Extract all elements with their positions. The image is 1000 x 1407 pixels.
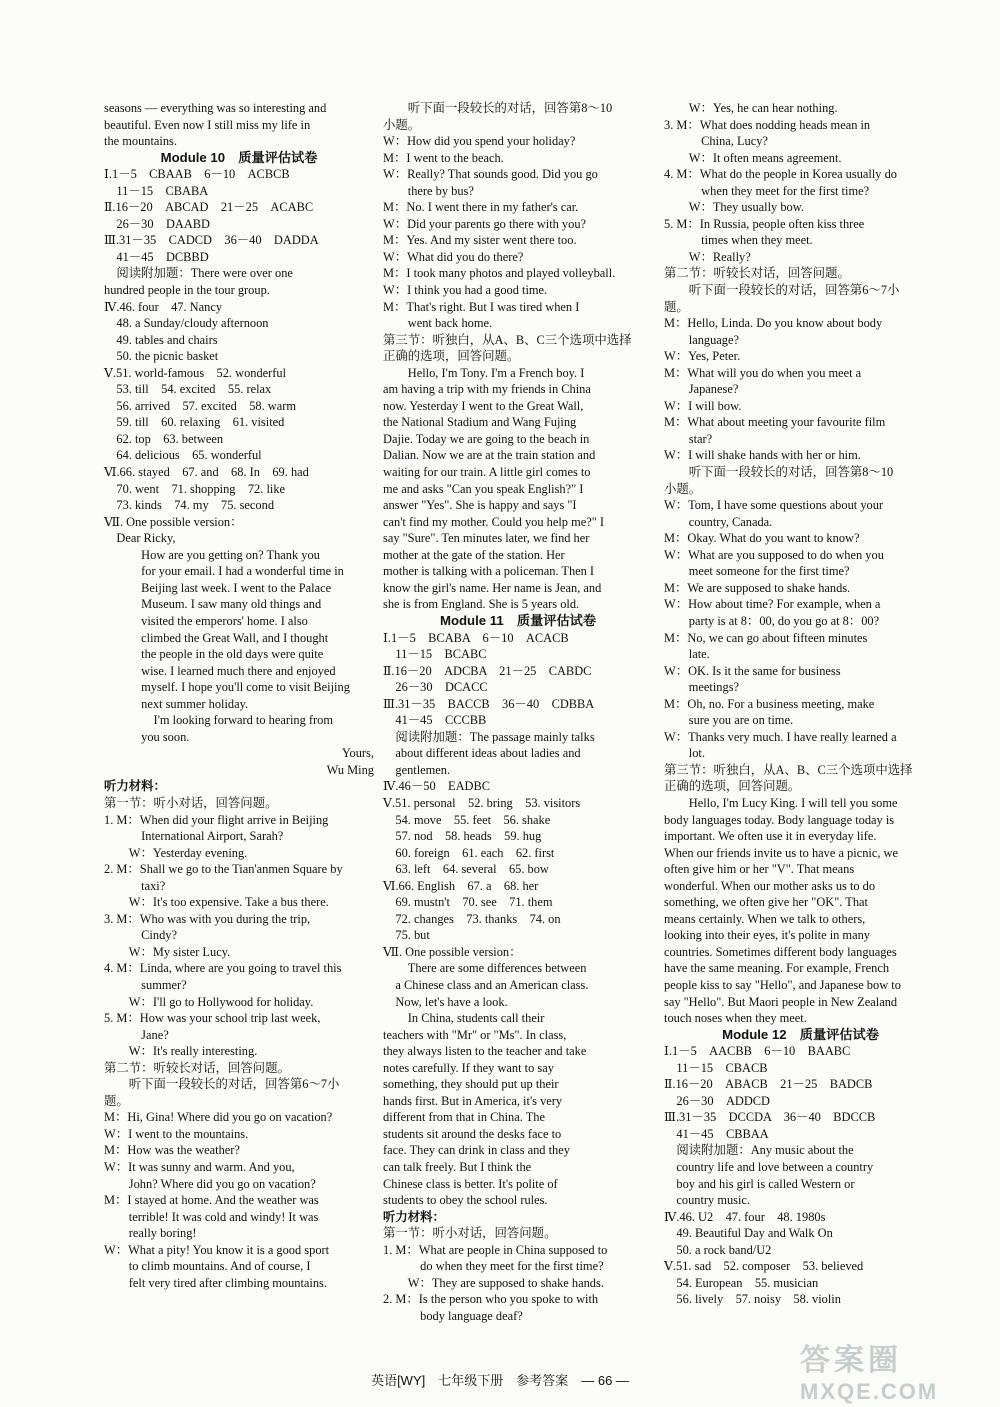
- text-line: W：I will bow.: [664, 398, 742, 413]
- watermark-title: 答案圈: [800, 1343, 902, 1378]
- text-line: 第三节：听独白，从A、B、C三个选项中选择: [664, 762, 913, 777]
- text-line: I'm looking forward to hearing from: [104, 713, 334, 728]
- text-line: W：I'll go to Hollywood for holiday.: [104, 994, 314, 1009]
- text-line: 49. tables and chairs: [104, 332, 218, 347]
- text-line: the people in the old days were quite: [104, 647, 324, 662]
- text-line: 11－15 CBABA: [104, 183, 209, 198]
- text-line: 63. left 64. several 65. bow: [383, 862, 549, 877]
- answer-column-middle: [383, 100, 653, 1324]
- text-line: wonderful. When our mother asks us to do: [664, 878, 876, 893]
- text-line: W：Did your parents go there with you?: [383, 216, 587, 231]
- text-line: about different ideas about ladies and: [383, 746, 581, 761]
- text-line: country life and love between a country: [664, 1160, 874, 1174]
- text-line: John? Where did you go on vacation?: [104, 1176, 316, 1191]
- text-line: there by bus?: [383, 183, 474, 198]
- text-line: Ⅴ.51. world-famous 52. wonderful: [104, 365, 287, 380]
- text-line: when they meet for the first time?: [664, 183, 870, 198]
- text-line: gentlemen.: [383, 762, 451, 777]
- text-line: visited the emperors' home. I also: [104, 613, 308, 628]
- section-heading: Module 12 质量评估试卷: [722, 1026, 879, 1042]
- text-line: Dear Ricky,: [104, 531, 176, 546]
- text-line: W：Really?: [664, 249, 751, 264]
- text-line: Ⅱ.16－20 ADCBA 21－25 CABDC: [383, 663, 592, 678]
- text-line: 2. M：Shall we go to the Tian'anmen Square by: [104, 862, 343, 877]
- watermark-logo: [800, 1335, 990, 1404]
- text-line: 听下面一段较长的对话，回答第6～7小: [664, 283, 900, 298]
- text-line: 54. European 55. musician: [664, 1275, 819, 1290]
- text-line: 阅读附加题：There were over one: [104, 266, 293, 281]
- text-line: Japanese?: [664, 382, 739, 397]
- text-line: wise. I learned much there and enjoyed: [104, 663, 336, 678]
- text-line: 26－30 DAABD: [104, 216, 211, 231]
- text-line: really boring!: [104, 1226, 197, 1241]
- text-line: notes carefully. If they want to say: [383, 1060, 554, 1075]
- text-line: W：I think you had a good time.: [383, 283, 548, 298]
- text-line: Now, let's have a look.: [383, 994, 508, 1009]
- text-line: W：They are supposed to shake hands.: [383, 1275, 604, 1290]
- text-line: 11－15 CBACB: [664, 1060, 768, 1075]
- text-line: different from that in China. The: [383, 1110, 545, 1125]
- text-line: 第一节：听小对话，回答问题。: [104, 795, 278, 810]
- text-line: 72. changes 73. thanks 74. on: [383, 911, 561, 926]
- text-line: hands first. But in America, it's very: [383, 1093, 563, 1108]
- text-line: Chinese class is better. It's polite of: [383, 1176, 558, 1191]
- text-line: something, we often give her "OK". That: [664, 895, 868, 910]
- text-line: mother at the gate of the station. Her: [383, 547, 565, 562]
- text-line: 听下面一段较长的对话，回答第8～10: [383, 101, 613, 115]
- text-line: W：What are you supposed to do when you: [664, 547, 884, 562]
- text-line: W：It often means agreement.: [664, 150, 842, 165]
- text-line: 57. nod 58. heads 59. hug: [383, 829, 542, 844]
- text-line: Ⅱ.16－20 ABACB 21－25 BADCB: [664, 1077, 873, 1092]
- text-line: W：Yes, he can hear nothing.: [664, 101, 838, 115]
- text-line: Museum. I saw many old things and: [104, 597, 322, 612]
- text-line: say "Sure". Ten minutes later, we find her: [383, 531, 590, 546]
- text-line: 第三节：听独白，从A、B、C三个选项中选择: [383, 332, 632, 347]
- text-line: W：My sister Lucy.: [104, 944, 231, 959]
- text-line: a Chinese class and an American class.: [383, 977, 589, 992]
- text-line: meet someone for the first time?: [664, 564, 850, 579]
- text-line: party is at 8：00, do you go at 8：00?: [664, 613, 880, 628]
- text-line: Ⅰ.1－5 AACBB 6－10 BAABC: [664, 1044, 851, 1059]
- listening-heading: 听力材料：: [104, 779, 166, 794]
- text-line: Ⅵ.66. English 67. a 68. her: [383, 878, 539, 893]
- text-line: W：Tom, I have some questions about your: [664, 498, 884, 513]
- text-line: 第二节：听较长对话，回答问题。: [664, 266, 850, 281]
- text-line: 1. M：What are people in China supposed to: [383, 1242, 608, 1257]
- text-line: can't find my mother. Could you help me?" I: [383, 514, 604, 529]
- text-line: 5. M：How was your school trip last week,: [104, 1011, 321, 1026]
- text-line: Ⅱ.16－20 ABCAD 21－25 ACABC: [104, 200, 314, 215]
- text-line: know the girl's name. Her name is Jean, and: [383, 580, 602, 595]
- text-line: 70. went 71. shopping 72. like: [104, 481, 286, 496]
- text-line: Jane?: [104, 1027, 169, 1042]
- text-line: times when they meet.: [664, 233, 813, 248]
- text-line: 5. M：In Russia, people often kiss three: [664, 216, 865, 231]
- text-line: beautiful. Even now I still miss my life in: [104, 117, 311, 132]
- text-line: W：Yes, Peter.: [664, 349, 741, 364]
- text-line: 49. Beautiful Day and Walk On: [664, 1226, 833, 1241]
- text-line: M：I went to the beach.: [383, 150, 504, 165]
- text-line: 75. but: [383, 928, 430, 943]
- text-line: China, Lucy?: [664, 134, 768, 149]
- text-line: 阅读附加题：Any music about the: [664, 1143, 854, 1158]
- text-line: often give him or her "V". That means: [664, 862, 855, 877]
- text-line: face. They can drink in class and they: [383, 1143, 570, 1158]
- text-line: boy and his girl is called Western or: [664, 1176, 855, 1191]
- text-line: went back home.: [383, 316, 493, 331]
- text-line: Dajie. Today we are going to the beach in: [383, 431, 590, 446]
- text-line: W：How did you spend your holiday?: [383, 134, 576, 149]
- text-line: 41－45 CCCBB: [383, 713, 487, 728]
- text-line: M：I took many photos and played volleyball.: [383, 266, 616, 281]
- watermark-url: MXQE.COM: [800, 1379, 939, 1404]
- text-line: 56. arrived 57. excited 58. warm: [104, 398, 297, 413]
- text-line: In China, students call their: [383, 1011, 545, 1026]
- text-line: hundred people in the tour group.: [104, 283, 270, 298]
- text-line: M：We are supposed to shake hands.: [664, 580, 851, 595]
- text-line: have the same meaning. For example, French: [664, 961, 890, 976]
- text-line: 59. till 60. relaxing 61. visited: [104, 415, 285, 430]
- text-line: 56. lively 57. noisy 58. violin: [664, 1292, 841, 1307]
- text-line: Hello, I'm Lucy King. I will tell you some: [664, 795, 898, 810]
- text-line: Ⅵ.66. stayed 67. and 68. In 69. had: [104, 465, 309, 480]
- text-line: the mountains.: [104, 134, 177, 149]
- text-line: 73. kinds 74. my 75. second: [104, 498, 275, 513]
- text-line: M：No, we can go about fifteen minutes: [664, 630, 868, 645]
- text-line: 题。: [104, 1093, 129, 1108]
- text-line: 60. foreign 61. each 62. first: [383, 845, 555, 860]
- text-line: Ⅶ. One possible version：: [104, 514, 243, 529]
- text-line: 第一节：听小对话，回答问题。: [383, 1226, 557, 1241]
- text-line: 69. mustn't 70. see 71. them: [383, 895, 553, 910]
- text-line: meetings?: [664, 680, 740, 695]
- text-line: 正确的选项，回答问题。: [664, 779, 801, 794]
- text-line: can talk freely. But I think the: [383, 1160, 532, 1174]
- text-line: am having a trip with my friends in China: [383, 382, 591, 397]
- text-line: M：Oh, no. For a business meeting, make: [664, 696, 875, 711]
- text-line: M：Yes. And my sister went there too.: [383, 233, 577, 248]
- text-line: 26－30 DCACC: [383, 680, 488, 695]
- text-line: 26－30 ADDCD: [664, 1093, 771, 1108]
- text-line: 3. M：Who was with you during the trip,: [104, 911, 311, 926]
- text-line: M：Okay. What do you want to know?: [664, 531, 860, 546]
- section-heading: Module 10 质量评估试卷: [160, 149, 318, 165]
- text-line: now. Yesterday I went to the Great Wall,: [383, 398, 584, 413]
- text-line: 听下面一段较长的对话，回答第6～7小: [104, 1077, 340, 1092]
- text-line: country, Canada.: [664, 514, 773, 529]
- text-line: country music.: [664, 1193, 751, 1208]
- text-line: W：How about time? For example, when a: [664, 597, 881, 612]
- text-line: something, they should put up their: [383, 1077, 559, 1092]
- text-line: 50. the picnic basket: [104, 349, 219, 364]
- text-line: 1. M：When did your flight arrive in Beijing: [104, 812, 329, 827]
- text-line: 题。: [664, 299, 689, 314]
- text-line: International Airport, Sarah?: [104, 829, 284, 844]
- text-line: body languages today. Body language today is: [664, 812, 895, 827]
- text-line: 小题。: [383, 117, 421, 132]
- text-line: 3. M：What does nodding heads mean in: [664, 117, 871, 132]
- text-line: waiting for our train. A little girl comes to: [383, 465, 591, 480]
- text-line: 54. move 55. feet 56. shake: [383, 812, 551, 827]
- text-line: Ⅰ.1－5 CBAAB 6－10 ACBCB: [104, 167, 290, 182]
- text-line: climbed the Great Wall, and I thought: [104, 630, 329, 645]
- text-line: seasons — everything was so interesting and: [104, 101, 327, 115]
- text-line: felt very tired after climbing mountains.: [104, 1275, 327, 1290]
- text-line: Ⅲ.31－35 DCCDA 36－40 BDCCB: [664, 1110, 876, 1125]
- text-line: 2. M：Is the person who you spoke to with: [383, 1292, 599, 1307]
- text-line: W：Thanks very much. I have really learned a: [664, 729, 897, 744]
- text-line: Cindy?: [104, 928, 177, 943]
- text-line: sure you are on time.: [664, 713, 794, 728]
- text-line: Ⅴ.51. sad 52. composer 53. believed: [664, 1259, 864, 1274]
- text-line: do when they meet for the first time?: [383, 1259, 604, 1274]
- text-line: M：What about meeting your favourite film: [664, 415, 886, 430]
- text-line: When our friends invite us to have a picnic, we: [664, 845, 898, 860]
- text-line: W：What did you do there?: [383, 249, 524, 264]
- text-line: M：Hello, Linda. Do you know about body: [664, 316, 883, 331]
- text-line: W：Yesterday evening.: [104, 845, 248, 860]
- text-line: 50. a rock band/U2: [664, 1242, 772, 1257]
- text-line: late.: [664, 647, 710, 662]
- text-line: M：What will you do when you meet a: [664, 365, 862, 380]
- text-line: W：It was sunny and warm. And you,: [104, 1160, 295, 1174]
- signature-line: Wu Ming: [326, 762, 387, 777]
- text-line: star?: [664, 431, 713, 446]
- text-line: teachers with "Mr" or "Ms". In class,: [383, 1027, 567, 1042]
- text-line: terrible! It was cold and windy! It was: [104, 1209, 319, 1224]
- page-footer: 英语[WY] 七年级下册 参考答案 — 66 —: [371, 1373, 629, 1388]
- text-line: say "Hello". But Maori people in New Zealand: [664, 994, 898, 1009]
- text-line: Ⅴ.51. personal 52. bring 53. visitors: [383, 795, 581, 810]
- text-line: Ⅲ.31－35 CADCD 36－40 DADDA: [104, 233, 319, 248]
- signature-line: Yours,: [341, 746, 399, 761]
- answer-column-left: [104, 100, 399, 1291]
- text-line: important. We often use it in everyday life.: [664, 829, 877, 844]
- text-line: Ⅳ.46. four 47. Nancy: [104, 299, 223, 314]
- section-heading: Module 11 质量评估试卷: [439, 612, 597, 628]
- text-line: 正确的选项，回答问题。: [383, 349, 520, 364]
- text-line: M：No. I went there in my father's car.: [383, 200, 579, 215]
- text-line: 11－15 BCABC: [383, 647, 487, 662]
- text-line: W：It's really interesting.: [104, 1044, 258, 1059]
- text-line: myself. I hope you'll come to visit Beijing: [104, 680, 350, 695]
- text-line: Dalian. Now we are at the train station and: [383, 448, 596, 463]
- text-line: 62. top 63. between: [104, 431, 224, 446]
- text-line: for your email. I had a wonderful time in: [104, 564, 344, 579]
- text-line: W：They usually bow.: [664, 200, 804, 215]
- text-line: you soon.: [104, 729, 190, 744]
- text-line: Hello, I'm Tony. I'm a French boy. I: [383, 365, 585, 380]
- text-line: language?: [664, 332, 740, 347]
- text-line: 4. M：What do the people in Korea usually do: [664, 167, 897, 182]
- text-line: to climb mountains. And of course, I: [104, 1259, 311, 1274]
- text-line: students to obey the school rules.: [383, 1193, 548, 1208]
- text-line: How are you getting on? Thank you: [104, 547, 320, 562]
- text-line: looking into their eyes, it's polite in many: [664, 928, 870, 943]
- text-line: next summer holiday.: [104, 696, 249, 711]
- text-line: M：How was the weather?: [104, 1143, 240, 1158]
- text-line: M：That's right. But I was tired when I: [383, 299, 580, 314]
- text-line: M：Hi, Gina! Where did you go on vacation?: [104, 1110, 333, 1125]
- text-line: Ⅲ.31－35 BACCB 36－40 CDBBA: [383, 696, 595, 711]
- text-line: answer "Yes". She is happy and says "I: [383, 498, 577, 513]
- text-line: 4. M：Linda, where are you going to travel this: [104, 961, 342, 976]
- text-line: they always listen to the teacher and take: [383, 1044, 587, 1059]
- listening-heading: 听力材料：: [383, 1209, 445, 1224]
- text-line: 53. till 54. excited 55. relax: [104, 382, 272, 397]
- text-line: 41－45 CBBAA: [664, 1126, 769, 1141]
- text-line: the National Stadium and Wang Fujing: [383, 415, 577, 430]
- text-line: 48. a Sunday/cloudy afternoon: [104, 316, 269, 331]
- text-line: body language deaf?: [383, 1308, 523, 1323]
- text-line: There are some differences between: [383, 961, 587, 976]
- text-line: students sit around the desks face to: [383, 1126, 562, 1141]
- text-line: mother is talking with a policeman. Then I: [383, 564, 595, 579]
- text-line: 小题。: [664, 481, 702, 496]
- text-line: W：What a pity! You know it is a good sport: [104, 1242, 330, 1257]
- text-line: W：OK. Is it the same for business: [664, 663, 841, 678]
- text-line: summer?: [104, 977, 187, 992]
- text-line: W：I will shake hands with her or him.: [664, 448, 861, 463]
- text-line: she is from England. She is 5 years old.: [383, 597, 580, 612]
- text-line: countries. Sometimes different body languages: [664, 944, 897, 959]
- text-line: 听下面一段较长的对话，回答第8～10: [664, 465, 894, 480]
- text-line: 64. delicious 65. wonderful: [104, 448, 262, 463]
- text-line: Ⅶ. One possible version：: [383, 944, 522, 959]
- text-line: Ⅳ.46. U2 47. four 48. 1980s: [664, 1209, 826, 1224]
- text-line: 41－45 DCBBD: [104, 249, 209, 264]
- text-line: W：I went to the mountains.: [104, 1126, 249, 1141]
- text-line: me and asks "Can you speak English?" I: [383, 481, 584, 496]
- text-line: people kiss to say "Hello", and Japanese bow to: [664, 977, 901, 992]
- answer-column-right: [664, 100, 937, 1308]
- text-line: means certainly. When we talk to others,: [664, 911, 866, 926]
- text-line: Ⅳ.46－50 EADBC: [383, 779, 491, 794]
- text-line: M：I stayed at home. And the weather was: [104, 1193, 319, 1208]
- text-line: Beijing last week. I went to the Palace: [104, 580, 332, 595]
- text-line: 第二节：听较长对话，回答问题。: [104, 1060, 290, 1075]
- text-line: 阅读附加题：The passage mainly talks: [383, 729, 595, 744]
- text-line: touch noses when they meet.: [664, 1011, 807, 1026]
- text-line: Ⅰ.1－5 BCABA 6－10 ACACB: [383, 630, 569, 645]
- text-line: W：Really? That sounds good. Did you go: [383, 167, 598, 182]
- text-line: lot.: [664, 746, 705, 761]
- text-line: W：It's too expensive. Take a bus there.: [104, 895, 329, 910]
- text-line: taxi?: [104, 878, 166, 893]
